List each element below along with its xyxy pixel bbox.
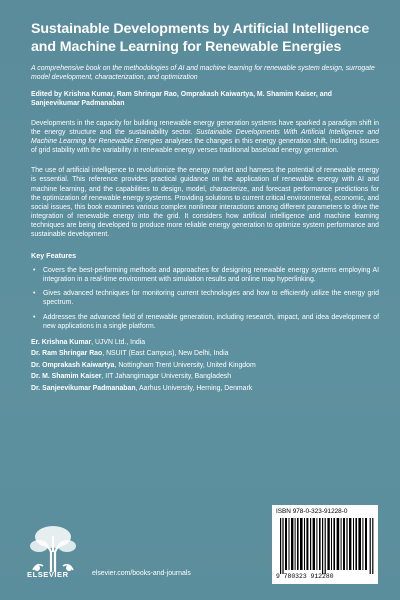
affiliation-line	[31, 360, 379, 372]
publisher-name: ELSEVIER	[27, 570, 69, 579]
affiliation-org: , UJVN Ltd., India	[91, 338, 146, 346]
feature-item	[31, 289, 379, 307]
feature-text: Addresses the advanced field of renewable generation, including research, impact, and idea development of new applications in a single platform.	[43, 313, 379, 330]
barcode-digits: 9 780323 912280	[276, 573, 334, 580]
barcode-icon	[280, 518, 374, 574]
key-features-heading: Key Features	[31, 251, 77, 261]
barcode-panel	[272, 505, 378, 584]
feature-item	[31, 266, 379, 284]
affiliation-name: Dr. Omprakash Kaiwartya	[31, 361, 115, 369]
description-paragraph-2: The use of artificial intelligence to revolutionize the energy market and harness the potential of renewable energy is essential. This reference provides practical guidance on the application of renewable energy with AI and machine learning, and the capabilities to design, model, characterize, and forecast performance predictions for the optimization of renewable energy systems. Providing solutions to current critical environmental, economic, and social issues, this book examines various complex nonlinear interactions among different parameters to drive the integration of renewable energy into the grid. It considers how artificial intelligence and machine learning techniques are being developed to produce more reliable energy generation to optimize system performance and sustainable development.	[31, 167, 379, 239]
book-title: Sustainable Developments by Artificial Intelligence and Machine Learning for Renewable Energies	[31, 21, 370, 55]
feature-text: Gives advanced techniques for monitoring current technologies and how to efficiently utilize the energy grid spectrum.	[43, 290, 379, 307]
para1-text-after: analyses the changes in this energy generation shift, including issues of grid stability with the variability in renewable energy verses traditional baseload energy generation.	[31, 138, 379, 155]
affiliation-org: , Aarhus University, Herning, Denmark	[135, 385, 253, 393]
para1-italic-title: Sustainable Developments With Artificial Intelligence and Machine Learning for Renewable Energies	[31, 129, 379, 146]
cover-content	[31, 20, 379, 395]
isbn-text: ISBN 978-0-323-91228-0	[276, 508, 348, 515]
affiliation-line	[31, 337, 379, 349]
affiliation-name: Dr. M. Shamim Kaiser	[31, 373, 102, 381]
affiliation-line	[31, 348, 379, 360]
bullet-icon: •	[33, 267, 36, 275]
elsevier-tree-logo-icon	[27, 522, 79, 574]
affiliation-org: , NSUIT (East Campus), New Delhi, India	[102, 350, 229, 358]
book-subtitle: A comprehensive book on the methodologies of AI and machine learning for renewable system design, surrogate model development, characterization, and optimization	[31, 65, 375, 81]
para1-text-before: Developments in the capacity for building renewable energy generation systems have sparked a paradigm shift in the energy structure and the sustainability sector.	[31, 120, 379, 137]
affiliation-name: Dr. Sanjeevikumar Padmanaban	[31, 385, 136, 393]
feature-text: Covers the best-performing methods and approaches for designing renewable energy systems employing AI integration in a real-time environment with simulation results and online map hyperlinking.	[43, 267, 379, 284]
bullet-icon: •	[33, 290, 36, 298]
bullet-icon: •	[33, 313, 36, 321]
affiliation-line	[31, 383, 379, 395]
publisher-url[interactable]: elsevier.com/books-and-journals	[92, 570, 191, 577]
description-paragraph-1	[31, 119, 379, 155]
feature-item	[31, 313, 379, 331]
affiliation-org: , Nottingham Trent University, United Kingdom	[114, 361, 256, 369]
key-features-list	[31, 266, 379, 331]
affiliation-name: Er. Krishna Kumar	[31, 338, 92, 346]
editors-line: Edited by Krishna Kumar, Ram Shringar Rao, Omprakash Kaiwartya, M. Shamim Kaiser, and Sanjeevikumar Padmanaban	[31, 91, 332, 107]
affiliation-line	[31, 371, 379, 383]
affiliations-list	[31, 337, 379, 395]
affiliation-name: Dr. Ram Shringar Rao	[31, 350, 103, 358]
affiliation-org: , IIT Jahangirnagar University, Bangladesh	[101, 373, 232, 381]
